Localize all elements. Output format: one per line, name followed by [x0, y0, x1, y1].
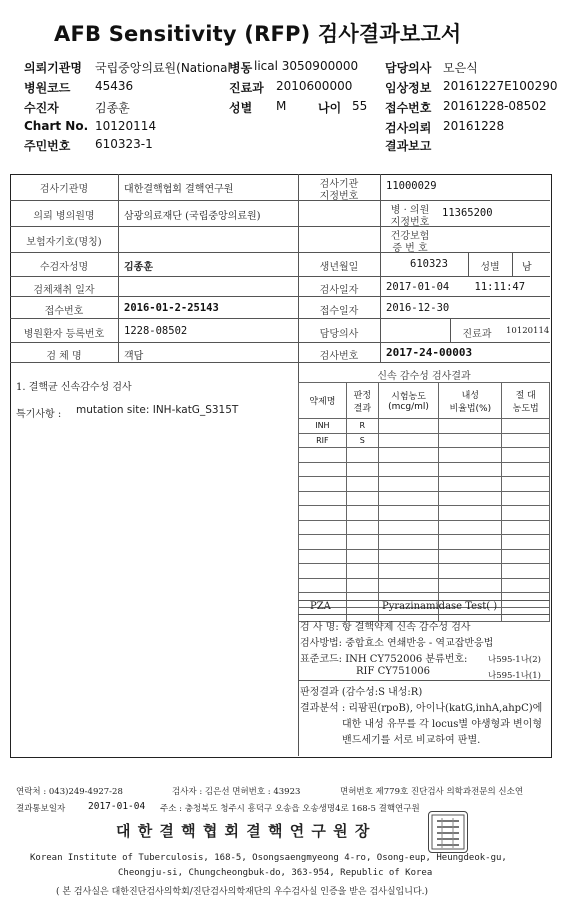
- form-value: 2017-24-00003: [386, 346, 473, 359]
- table-cell: [439, 549, 502, 564]
- col-header: 판정 결과: [346, 383, 378, 419]
- table-cell: [346, 549, 378, 564]
- form-label: 건강보험: [390, 231, 430, 242]
- test-item: 1. 결핵균 신속감수성 검사: [16, 382, 132, 393]
- table-cell: [439, 506, 502, 521]
- form-label: 수검자성명: [39, 262, 89, 273]
- table-row: [299, 462, 550, 477]
- table-row: [299, 520, 550, 535]
- org-name: 대 한 결 핵 협 회 결 핵 연 구 원 장: [116, 822, 371, 840]
- col-header: 시험농도 (mcg/ml): [378, 383, 438, 419]
- header-value: 국립중앙의료원(National: [95, 61, 231, 75]
- table-cell: [346, 448, 378, 463]
- header-value: 610323-1: [95, 137, 153, 151]
- table-cell: [299, 462, 347, 477]
- header-label: 검사의뢰: [385, 121, 432, 135]
- form-label: 진료과: [462, 329, 492, 340]
- form-label: 접수번호: [44, 306, 84, 317]
- header-label: 접수번호: [385, 101, 432, 115]
- info-line: RIF CY751006: [356, 666, 431, 677]
- form-label: 지정번호: [390, 217, 430, 228]
- table-cell: [378, 520, 438, 535]
- header-label: Chart No.: [24, 119, 89, 133]
- table-cell: [502, 491, 550, 506]
- header-value: 20161228: [443, 119, 505, 133]
- header-label: 담당의사: [385, 61, 432, 75]
- table-row: [299, 578, 550, 593]
- table-cell: [378, 506, 438, 521]
- table-cell: [378, 549, 438, 564]
- form-label: 병 · 의원: [390, 205, 430, 216]
- table-cell: [378, 535, 438, 550]
- header-value: 2010600000: [276, 79, 353, 93]
- form-label: 검사기관: [319, 179, 359, 190]
- form-label: 보험자기호(명칭): [26, 237, 102, 248]
- results-title: 신속 감수성 검사결과: [377, 371, 471, 382]
- table-cell: [378, 462, 438, 477]
- header-value: 김종훈: [95, 101, 130, 115]
- table-cell: [378, 491, 438, 506]
- header-value: 20161227E100290: [443, 79, 558, 93]
- pza-value: Pyrazinamidase Test( ): [382, 601, 498, 612]
- info-line: 표준코드: INH CY752006 분류번호:: [300, 654, 468, 665]
- form-value: 610323: [410, 258, 448, 270]
- header-label: 병동: [229, 61, 253, 75]
- header-value: lical 3050900000: [254, 59, 359, 73]
- table-cell: [346, 564, 378, 579]
- table-cell: [502, 520, 550, 535]
- table-row: [299, 419, 550, 434]
- table-cell: R: [346, 419, 378, 434]
- footer-date: 2017-01-04: [88, 801, 146, 812]
- form-label: 담당의사: [319, 329, 359, 340]
- table-cell: [502, 549, 550, 564]
- form-label: 의뢰 병의원명: [33, 211, 95, 222]
- table-cell: [439, 419, 502, 434]
- footer-date-label: 결과통보일자: [16, 804, 66, 814]
- table-cell: [502, 419, 550, 434]
- official-seal-icon: [428, 811, 468, 853]
- form-value: 10120114: [506, 326, 550, 336]
- form-value: 남: [522, 262, 532, 273]
- header-value: 모은식: [443, 61, 478, 75]
- table-cell: INH: [299, 419, 347, 434]
- table-cell: [299, 477, 347, 492]
- header-label: 수진자: [24, 101, 59, 115]
- table-cell: [378, 433, 438, 448]
- form-label: 성별: [480, 262, 500, 273]
- code-number: 나595-1나(2): [488, 655, 541, 665]
- table-cell: [346, 578, 378, 593]
- pza-label: PZA: [310, 601, 331, 612]
- form-value: 객담: [124, 351, 144, 362]
- table-cell: [299, 535, 347, 550]
- certification-note: ( 본 검사실은 대한진단검사의학회/진단검사의학재단의 우수검사실 인증을 받은 검사실입니다.): [56, 887, 429, 897]
- info-line: 검 사 명: 항 결핵약제 신속 감수성 검사: [300, 622, 471, 633]
- table-cell: [502, 506, 550, 521]
- form-label: 생년월일: [319, 262, 359, 273]
- form-label: 검체채취 일자: [33, 285, 95, 296]
- table-row: [299, 506, 550, 521]
- footer-doctor: 면허번호 제779호 진단검사 의학과전문의 신소연: [340, 787, 524, 797]
- table-cell: [502, 433, 550, 448]
- form-value: 대한결핵협회 결핵연구원: [124, 184, 234, 195]
- info-line: 검사방법: 중합효소 연쇄반응 - 역교잡반응법: [300, 638, 494, 649]
- table-cell: [439, 535, 502, 550]
- table-cell: [346, 506, 378, 521]
- header-label: 결과보고: [385, 139, 432, 153]
- table-row: [299, 433, 550, 448]
- table-cell: [346, 491, 378, 506]
- table-cell: [299, 520, 347, 535]
- table-cell: [378, 419, 438, 434]
- table-cell: [346, 535, 378, 550]
- analysis-line: 결과분석 : 리팜핀(rpoB), 아이나(katG,inhA,ahpC)에: [300, 703, 543, 714]
- header-label: 의뢰기관명: [24, 61, 82, 75]
- table-cell: [299, 564, 347, 579]
- table-row: [299, 549, 550, 564]
- table-cell: [299, 578, 347, 593]
- footer-address: 주소 : 충청북도 청주시 흥덕구 오송읍 오송생명4로 168-5 결핵연구원: [160, 804, 420, 814]
- table-cell: [439, 520, 502, 535]
- header-label: 병원코드: [24, 81, 71, 95]
- table-cell: [299, 491, 347, 506]
- table-cell: S: [346, 433, 378, 448]
- english-address-1: Korean Institute of Tuberculosis, 168-5, Osongsaengmyeong 4-ro, Osong-eup, Heungdeok-gu,: [30, 853, 507, 863]
- analysis-line: 밴드세기를 서로 비교하여 판별.: [342, 735, 481, 746]
- header-value: 55: [352, 99, 368, 113]
- form-value: 김종훈: [124, 262, 153, 273]
- table-cell: [346, 462, 378, 477]
- form-label: 접수일자: [319, 306, 359, 317]
- header-value: 45436: [95, 79, 134, 93]
- form-value: 2016-01-2-25143: [124, 302, 219, 314]
- table-cell: [346, 520, 378, 535]
- header-label: 주민번호: [24, 139, 71, 153]
- form-value: 2017-01-04 11:11:47: [386, 281, 526, 293]
- table-cell: [502, 462, 550, 477]
- table-cell: [502, 477, 550, 492]
- header-label: 나이: [318, 101, 342, 115]
- form-value: 1228-08502: [124, 325, 188, 337]
- form-label: 검사일자: [319, 285, 359, 296]
- judge-note: 판정결과 (감수성:S 내성:R): [300, 687, 423, 698]
- header-label: 진료과: [229, 81, 264, 95]
- table-cell: [502, 448, 550, 463]
- col-header: 절 대 농도법: [502, 383, 550, 419]
- english-address-2: Cheongju-si, Chungcheongbuk-do, 363-954, Republic of Korea: [118, 868, 433, 878]
- footer-contact: 연락처 : 043)249-4927-28: [16, 787, 123, 797]
- code-number: 나595-1나(1): [488, 671, 541, 681]
- table-cell: [439, 578, 502, 593]
- col-header: 내성 비율법(%): [439, 383, 502, 419]
- table-row: [299, 491, 550, 506]
- header-label: 임상정보: [385, 81, 432, 95]
- note-value: mutation site: INH-katG_S315T: [76, 404, 239, 416]
- scanned-report: [0, 168, 569, 917]
- header-value: 20161228-08502: [443, 99, 547, 113]
- table-cell: [439, 462, 502, 477]
- form-label: 증 번 호: [392, 243, 428, 254]
- table-cell: [299, 448, 347, 463]
- table-cell: [439, 491, 502, 506]
- form-value: 11365200: [442, 207, 493, 219]
- form-label: 검사번호: [319, 351, 359, 362]
- table-cell: [439, 564, 502, 579]
- table-cell: [439, 433, 502, 448]
- table-cell: [439, 477, 502, 492]
- header-value: 10120114: [95, 119, 157, 133]
- note-label: 특기사항 :: [16, 409, 62, 420]
- col-header: 약제명: [299, 383, 347, 419]
- table-cell: [502, 535, 550, 550]
- form-value: 11000029: [386, 180, 437, 192]
- table-row: [299, 535, 550, 550]
- header-label: 성별: [229, 101, 253, 115]
- header-value: M: [276, 99, 287, 113]
- form-value: 삼광의료재단 (국립중앙의료원): [124, 211, 261, 222]
- footer-tester: 검사자 : 김은선 면허번호 : 43923: [172, 787, 301, 797]
- table-cell: [346, 477, 378, 492]
- table-cell: [439, 448, 502, 463]
- form-label: 검사기관명: [39, 184, 89, 195]
- form-label: 검 체 명: [46, 351, 82, 362]
- table-cell: [378, 564, 438, 579]
- table-cell: [299, 506, 347, 521]
- page-title: AFB Sensitivity (RFP) 검사결과보고서: [54, 22, 462, 46]
- form-label: 병원환자 등록번호: [23, 329, 105, 340]
- table-cell: [299, 549, 347, 564]
- table-cell: [378, 448, 438, 463]
- form-label: 지정번호: [319, 191, 359, 202]
- table-cell: RIF: [299, 433, 347, 448]
- table-row: [299, 564, 550, 579]
- table-row: [299, 448, 550, 463]
- form-value: 2016-12-30: [386, 302, 450, 314]
- table-cell: [502, 564, 550, 579]
- analysis-line: 대한 내성 유무를 각 locus별 야생형과 변이형: [342, 719, 543, 730]
- table-cell: [378, 477, 438, 492]
- table-cell: [378, 578, 438, 593]
- table-cell: [502, 578, 550, 593]
- results-table: [298, 382, 550, 622]
- table-row: [299, 477, 550, 492]
